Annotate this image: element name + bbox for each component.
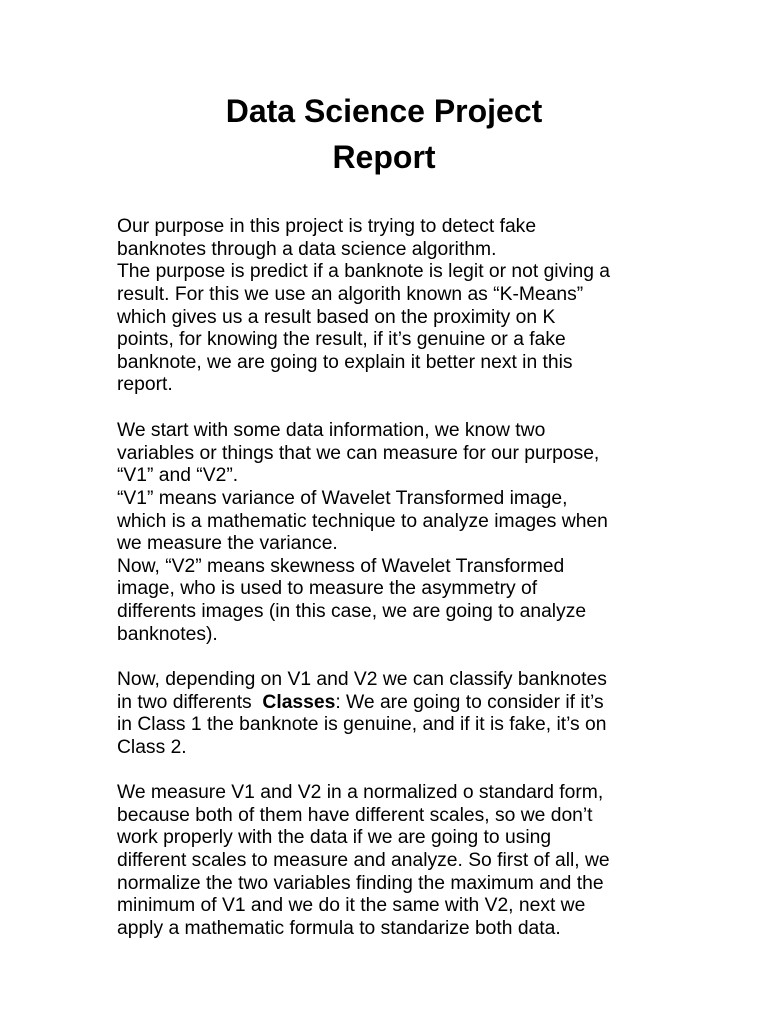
- text-line: normalize the two variables finding the maximum and the: [117, 872, 604, 894]
- paragraph-normalization: [117, 782, 677, 940]
- text-line: We start with some data information, we know two: [117, 420, 546, 441]
- text-line: image, who is used to measure the asymmetry of: [117, 578, 538, 600]
- text-line: we measure the variance.: [117, 533, 338, 555]
- paragraph-classes: [117, 669, 677, 760]
- text-line: banknotes through a data science algorithm.: [117, 238, 497, 260]
- text-line: result. For this we use an algorith known as “K-Means”: [117, 283, 584, 305]
- text-line: in Class 1 the banknote is genuine, and if it is fake, it’s on: [117, 714, 607, 736]
- text-line: Now, depending on V1 and V2 we can classify banknotes: [117, 669, 607, 690]
- report-title-line-1: Data Science Project: [225, 93, 543, 129]
- text-line: Our purpose in this project is trying to detect fake: [117, 216, 537, 237]
- paragraph-variables: [117, 420, 677, 646]
- text-line: apply a mathematic formula to standarize both data.: [117, 917, 561, 939]
- text-line: The purpose is predict if a banknote is legit or not giving a: [117, 261, 611, 283]
- text-segment: : We are going to consider if it’s: [335, 691, 604, 713]
- text-line: banknotes).: [117, 623, 218, 645]
- text-line: differents images (in this case, we are going to analyze: [117, 601, 587, 623]
- text-line: points, for knowing the result, if it’s genuine or a fake: [117, 329, 566, 351]
- text-line: work properly with the data if we are going to using: [117, 827, 552, 849]
- text-line: Now, “V2” means skewness of Wavelet Transformed: [117, 555, 565, 577]
- bold-term: Classes: [262, 691, 336, 713]
- text-line: because both of them have different scales, so we don’t: [117, 804, 593, 826]
- text-line: “V1” means variance of Wavelet Transformed image,: [117, 487, 568, 509]
- text-line: report.: [117, 374, 173, 396]
- text-line: Class 2.: [117, 736, 187, 758]
- text-line: banknote, we are going to explain it better next in this: [117, 351, 573, 373]
- text-line: variables or things that we can measure for our purpose,: [117, 442, 600, 464]
- paragraph-intro: [117, 216, 677, 397]
- text-line: which gives us a result based on the proximity on K: [117, 306, 556, 328]
- text-line: minimum of V1 and we do it the same with V2, next we: [117, 895, 586, 917]
- text-segment: in two differents: [117, 691, 263, 713]
- text-line: [117, 692, 677, 715]
- text-line: which is a mathematic technique to analyze images when: [117, 510, 608, 532]
- text-line: We measure V1 and V2 in a normalized o standard form,: [117, 782, 604, 803]
- text-line: “V1” and “V2”.: [117, 465, 239, 487]
- text-line: different scales to measure and analyze. So first of all, we: [117, 849, 610, 871]
- report-title-line-2: Report: [332, 139, 436, 175]
